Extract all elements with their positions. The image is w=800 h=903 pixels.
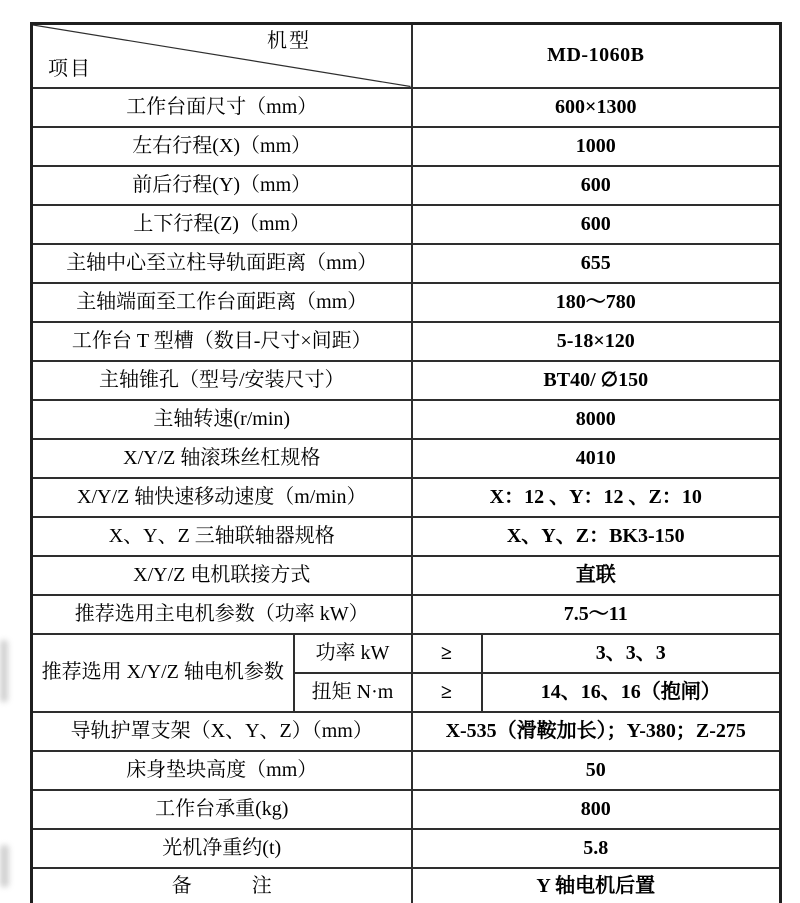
remarks-value: Y 轴电机后置 bbox=[412, 868, 781, 903]
table-row bbox=[32, 712, 781, 751]
spec-label: 左右行程(X)（mm） bbox=[32, 127, 412, 166]
table-row bbox=[32, 127, 781, 166]
spec-label: 主轴端面至工作台面距离（mm） bbox=[32, 283, 412, 322]
spec-value: X：12 、Y：12 、Z：10 bbox=[412, 478, 781, 517]
table-row bbox=[32, 283, 781, 322]
table-row bbox=[32, 790, 781, 829]
spec-label: X/Y/Z 轴快速移动速度（m/min） bbox=[32, 478, 412, 517]
motor-group-row bbox=[32, 634, 781, 673]
spec-value: 4010 bbox=[412, 439, 781, 478]
item-axis-label: 项目 bbox=[48, 57, 92, 80]
table-row bbox=[32, 166, 781, 205]
scan-smudge bbox=[0, 640, 8, 702]
motor-group-label: 推荐选用 X/Y/Z 轴电机参数 bbox=[32, 634, 294, 712]
spec-value: X-535（滑鞍加长）；Y-380；Z-275 bbox=[412, 712, 781, 751]
spec-label: 工作台面尺寸（mm） bbox=[32, 88, 412, 127]
scan-smudge bbox=[0, 845, 9, 887]
spec-label: 导轨护罩支架（X、Y、Z）（mm） bbox=[32, 712, 412, 751]
table-row bbox=[32, 361, 781, 400]
table-row bbox=[32, 517, 781, 556]
spec-label: X/Y/Z 轴滚珠丝杠规格 bbox=[32, 439, 412, 478]
spec-value: 600 bbox=[412, 166, 781, 205]
table-row bbox=[32, 595, 781, 634]
gte-operator: ≥ bbox=[412, 634, 482, 673]
spec-value: X、Y、Z：BK3-150 bbox=[412, 517, 781, 556]
spec-value: 7.5～11 bbox=[412, 595, 781, 634]
motor-sub-param: 功率 kW bbox=[294, 634, 412, 673]
spec-value: 直联 bbox=[412, 556, 781, 595]
spec-value: 50 bbox=[412, 751, 781, 790]
spec-value: 5-18×120 bbox=[412, 322, 781, 361]
table-row bbox=[32, 88, 781, 127]
spec-value: 1000 bbox=[412, 127, 781, 166]
spec-label: 工作台 T 型槽（数目-尺寸×间距） bbox=[32, 322, 412, 361]
spec-value: 8000 bbox=[412, 400, 781, 439]
spec-label: 前后行程(Y)（mm） bbox=[32, 166, 412, 205]
table-header-row bbox=[32, 24, 781, 88]
spec-label: X/Y/Z 电机联接方式 bbox=[32, 556, 412, 595]
spec-value: BT40/ ∅150 bbox=[412, 361, 781, 400]
table-row bbox=[32, 205, 781, 244]
diagonal-header-cell bbox=[32, 24, 412, 88]
spec-value: 600 bbox=[412, 205, 781, 244]
table-row bbox=[32, 322, 781, 361]
table-row bbox=[32, 751, 781, 790]
spec-value: 600×1300 bbox=[412, 88, 781, 127]
table-row bbox=[32, 829, 781, 868]
spec-label: 主轴转速(r/min) bbox=[32, 400, 412, 439]
table-row bbox=[32, 244, 781, 283]
model-name: MD-1060B bbox=[412, 24, 781, 88]
spec-value: 5.8 bbox=[412, 829, 781, 868]
spec-value: 655 bbox=[412, 244, 781, 283]
spec-label: X、Y、Z 三轴联轴器规格 bbox=[32, 517, 412, 556]
spec-value: 180～780 bbox=[412, 283, 781, 322]
gte-operator: ≥ bbox=[412, 673, 482, 712]
table-row bbox=[32, 439, 781, 478]
table-row bbox=[32, 868, 781, 903]
spec-label: 上下行程(Z)（mm） bbox=[32, 205, 412, 244]
remarks-label: 备 注 bbox=[32, 868, 412, 903]
model-axis-label: 机型 bbox=[267, 30, 312, 52]
table-row bbox=[32, 556, 781, 595]
spec-label: 床身垫块高度（mm） bbox=[32, 751, 412, 790]
spec-value: 3、3、3 bbox=[482, 634, 781, 673]
motor-sub-param: 扭矩 N·m bbox=[294, 673, 412, 712]
table-row bbox=[32, 478, 781, 517]
spec-value: 14、16、16（抱闸） bbox=[482, 673, 781, 712]
spec-label: 推荐选用主电机参数（功率 kW） bbox=[32, 595, 412, 634]
spec-label: 主轴锥孔（型号/安装尺寸） bbox=[32, 361, 412, 400]
spec-label: 光机净重约(t) bbox=[32, 829, 412, 868]
spec-label: 主轴中心至立柱导轨面距离（mm） bbox=[32, 244, 412, 283]
machine-spec-table bbox=[30, 22, 782, 903]
table-row bbox=[32, 400, 781, 439]
spec-value: 800 bbox=[412, 790, 781, 829]
spec-label: 工作台承重(kg) bbox=[32, 790, 412, 829]
